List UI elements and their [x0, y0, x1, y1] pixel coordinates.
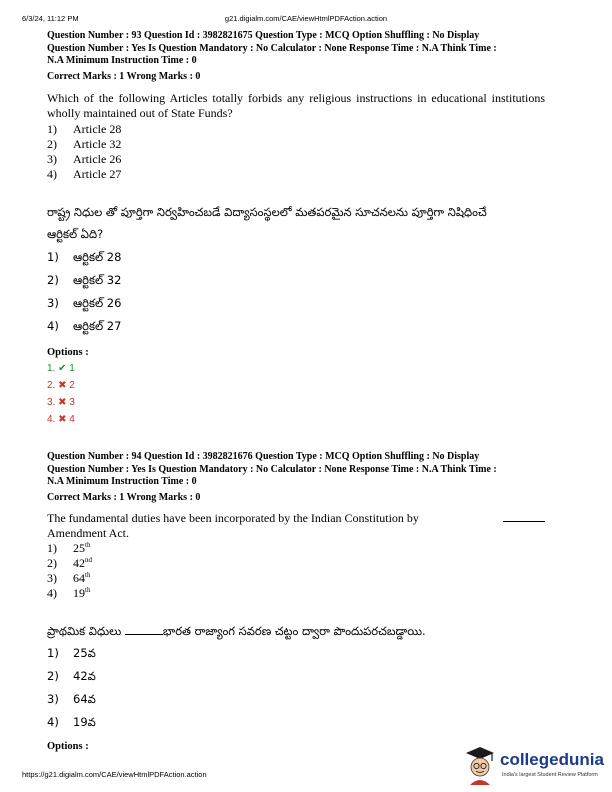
q93-telugu-option-1: 1) ఆర్టికల్ 28 — [47, 250, 122, 264]
q93-answer-4: 4. ✖ 4 — [47, 414, 75, 425]
q93-answer-2: 2. ✖ 2 — [47, 380, 75, 391]
q94-meta-line3: N.A Minimum Instruction Time : 0 — [47, 476, 197, 487]
q93-telugu-option-2: 2) ఆర్టికల్ 32 — [47, 273, 122, 287]
q93-meta-line1: Question Number : 93 Question Id : 3982821675 Question Type : MCQ Option Shuffling : No Display — [47, 30, 480, 41]
cross-icon: ✖ — [58, 380, 67, 391]
q94-meta-line2: Question Number : Yes Is Question Mandatory : No Calculator : None Response Time : N.A Think Time : — [47, 463, 497, 475]
q94-telugu-option-3: 3) 64వ — [47, 692, 96, 706]
q94-option-1: 1) 25th — [47, 541, 91, 555]
q93-meta-line2: Question Number : Yes Is Question Mandatory : No Calculator : None Response Time : N.A Think Time : — [47, 42, 497, 54]
print-url-header: g21.digialm.com/CAE/viewHtmlPDFAction.action — [224, 14, 388, 23]
q94-telugu-option-1: 1) 25వ — [47, 646, 96, 660]
q93-marks: Correct Marks : 1 Wrong Marks : 0 — [47, 71, 201, 82]
collegedunia-tagline: India's largest Student Review Platform — [502, 772, 598, 778]
q93-telugu-text-line1: రాష్ట్ర నిధుల తో పూర్తిగా నిర్వహించబడే విద్యాసంస్థలలో మతపరమైన సూచనలను పూర్తిగా నిషిధించే — [47, 205, 487, 219]
check-icon: ✔ — [58, 363, 67, 374]
q94-question-text: The fundamental duties have been incorporated by the Indian Constitution by Amendment Act. — [47, 511, 545, 540]
q93-answer-1: 1. ✔ 1 — [47, 363, 75, 374]
q94-meta-line1: Question Number : 94 Question Id : 3982821676 Question Type : MCQ Option Shuffling : No Display — [47, 451, 480, 462]
q93-telugu-option-4: 4) ఆర్టికల్ 27 — [47, 319, 122, 333]
print-url-footer: https://g21.digialm.com/CAE/viewHtmlPDFAction.action — [22, 770, 207, 779]
q93-options-label: Options : — [47, 347, 89, 358]
q94-telugu-text: ప్రాథమిక విధులు భారత రాజ్యాంగ సవరణ చట్టం ద్వారా పొందుపరచబడ్డాయి. — [47, 624, 426, 638]
q93-meta — [47, 30, 497, 68]
q93-question-text: Which of the following Articles totally forbids any religious instructions in educational institutions wholly maintained out of State Funds? — [47, 91, 545, 120]
collegedunia-logo-icon — [462, 745, 498, 785]
q93-telugu-option-3: 3) ఆర్టికల్ 26 — [47, 296, 122, 310]
q94-option-2: 2) 42nd — [47, 556, 92, 570]
q94-marks: Correct Marks : 1 Wrong Marks : 0 — [47, 492, 201, 503]
q94-option-4: 4) 19th — [47, 586, 91, 600]
q93-meta-line3: N.A Minimum Instruction Time : 0 — [47, 55, 197, 66]
q93-answer-3: 3. ✖ 3 — [47, 397, 75, 408]
q93-option-4: 4) Article 27 — [47, 167, 122, 181]
q94-options-label: Options : — [47, 741, 89, 752]
cross-icon: ✖ — [58, 397, 67, 408]
collegedunia-logo-text: collegedunia — [500, 750, 604, 769]
q93-telugu-text-line2: ఆర్టికల్ ఏది? — [47, 227, 104, 241]
print-datetime: 6/3/24, 11:12 PM — [22, 14, 79, 23]
q93-option-2: 2) Article 32 — [47, 137, 122, 151]
cross-icon: ✖ — [58, 414, 67, 425]
q94-telugu-option-2: 2) 42వ — [47, 669, 96, 683]
q93-option-3: 3) Article 26 — [47, 152, 122, 166]
q93-option-1: 1) Article 28 — [47, 122, 122, 136]
q94-option-3: 3) 64th — [47, 571, 91, 585]
q94-telugu-option-4: 4) 19వ — [47, 715, 96, 729]
q94-meta — [47, 451, 497, 489]
